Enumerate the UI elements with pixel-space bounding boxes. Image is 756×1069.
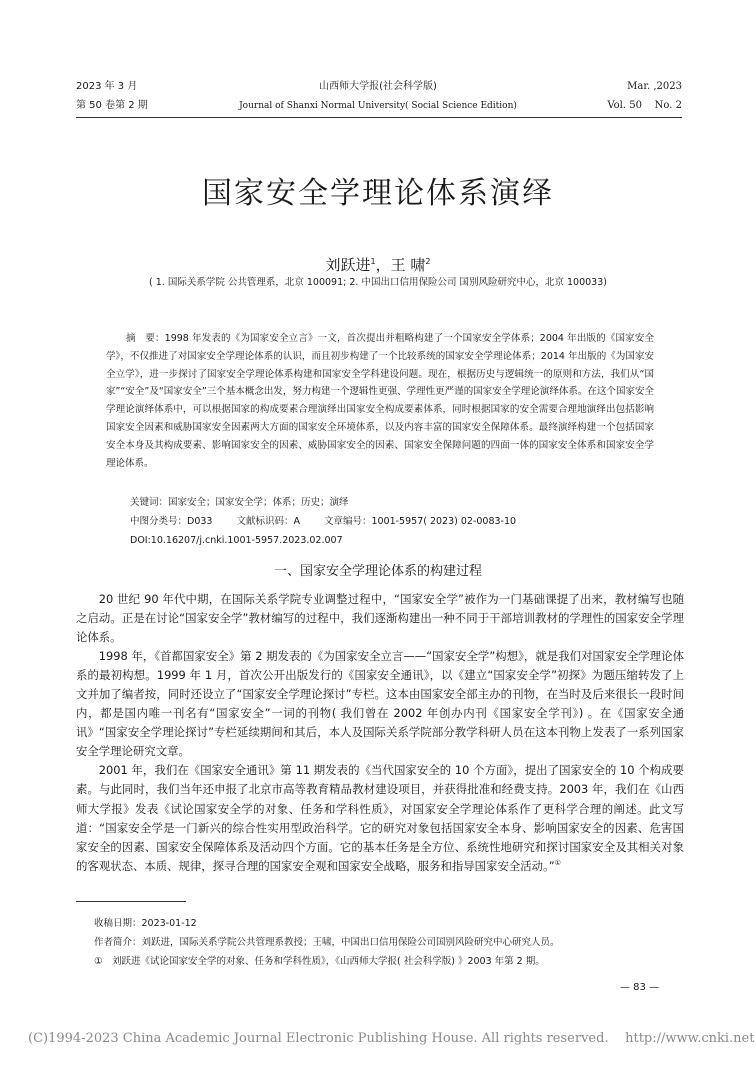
- classification-line: [130, 515, 516, 529]
- author-affiliation-mark: 2: [425, 257, 431, 266]
- header-journal-cn: 山西师大学报(社会科学版): [319, 81, 437, 92]
- footnote-marker[interactable]: ①: [554, 858, 561, 867]
- header-volume-en: Vol. 50 No. 2: [607, 100, 682, 111]
- author-name: 王 啸: [390, 256, 426, 274]
- article-number: 文章编号：1001-5957( 2023) 02-0083-10: [323, 516, 517, 527]
- author-bio: 作者简介：刘跃进，国际关系学院公共管理系教授；王啸，中国出口信用保险公司国别风险研究中心研究人员。: [94, 937, 560, 948]
- author-name: 刘跃进: [325, 256, 371, 274]
- author-line: [0, 252, 756, 275]
- header-journal-en: Journal of Shanxi Normal University( Social Science Edition): [239, 101, 517, 111]
- header-date-cn: 2023 年 3 月: [76, 81, 138, 92]
- body-paragraph: 20 世纪 90 年代中期，在国际关系学院专业调整过程中，“国家安全学”被作为一门基础课提了出来，教材编写也随之启动。正是在讨论“国家安全学”教材编写的过程中，我们逐渐构建出一种不同于干部培训教材的学理性的国家安全学理论体系。: [76, 592, 684, 645]
- header-rule: [76, 117, 682, 118]
- body-paragraph: [76, 761, 684, 875]
- footnote-reference: ① 刘跃进《试论国家安全学的对象、任务和学科性质》，《山西师大学报( 社会科学版) 》2003 年第 2 期。: [94, 956, 545, 967]
- clc-number: 中图分类号：D033: [130, 516, 213, 527]
- article-title: 国家安全学理论体系演绎: [202, 176, 554, 211]
- body-paragraph: 1998 年，《首都国家安全》第 2 期发表的《为国家安全立言——“国家安全学”构想》，就是我们对国家安全学理论体系的最初构想。1999 年 1 月，首次公开出版发行的《国家安全通讯》，以《建立“国家安全学”初探》为题压缩转发了上文并加了编者按，同时还设立了“国家安全学理论探讨”专栏。这本由国家安全部主办的刊物，在当时及后来很长一段时间内，都是国内唯一刊名有“国家安全”一词的刊物( 我们曾在 2002 年创办内刊《国家安全学刊》) 。在《国家安全通讯》“国家安全学理论探讨”专栏延续期间和其后，本人及国际关系学院部分教学科研人员在这本刊物上发表了一系列国家安全学理论研究文章。: [76, 649, 684, 759]
- body-text: [76, 590, 684, 876]
- header-volume-cn: 第 50 卷第 2 期: [76, 100, 148, 111]
- section-heading: 一、国家安全学理论体系的构建过程: [273, 564, 482, 579]
- header-date-en: Mar. ,2023: [627, 81, 682, 92]
- keywords: 关键词：国家安全；国家安全学；体系；历史；演绎: [130, 497, 349, 508]
- document-code: 文献标识码：A: [236, 516, 300, 527]
- received-date: 收稿日期：2023-01-12: [94, 918, 197, 929]
- doi-link[interactable]: DOI:10.16207/j.cnki.1001-5957.2023.02.007: [130, 535, 343, 546]
- abstract: 摘 要：1998 年发表的《为国家安全立言》一文，首次提出并粗略构建了一个国家安全学体系；2004 年出版的《国家安全学》，不仅推进了对国家安全学理论体系的认识，而且初步构建了一个比较系统的国家安全学理论体系；2014 年出版的《为国家安全立学》，进一步探讨了国家安全学理论体系构建和国家安全学科建设问题。现在，根据历史与逻辑统一的原则和方法，我们从“国家”“安全”及“国家安全”三个基本概念出发，努力构建一个逻辑性更强、学理性更严谨的国家安全学理论演绎体系。在这个国家安全学理论演绎体系中，可以根据国家的构成要素合理演绎出国家安全构成要素体系，同时根据国家的安全需要合理地演绎出包括影响国家安全因素和威胁国家安全因素两大方面的国家安全环境体系，以及内容丰富的国家安全保障体系。最终演绎构建一个包括国家安全本身及其构成要素、影响国家安全的因素、威胁国家安全的因素、国家安全保障问题的四面一体的国家安全体系和国家安全学理论体系。: [106, 333, 654, 469]
- footnote-rule: [76, 901, 186, 902]
- author-separator: ，: [375, 256, 391, 274]
- cnki-watermark: (C)1994-2023 China Academic Journal Electronic Publishing House. All rights reserved. http://www.cnki.net: [28, 1031, 755, 1046]
- page-number: — 83 —: [620, 982, 660, 993]
- affiliation-line: ( 1. 国际关系学院 公共管理系，北京 100091; 2. 中国出口信用保险公司 国别风险研究中心，北京 100033): [149, 277, 607, 288]
- author-affiliation-mark: 1: [370, 257, 376, 266]
- body-paragraph-text: 2001 年，我们在《国家安全通讯》第 11 期发表的《当代国家安全的 10 个方面》，提出了国家安全的 10 个构成要素。与此同时，我们当年还申报了北京市高等教育精品教材建设项目，并获得批准和经费支持。2003 年，我们在《山西师大学报》发表《试论国家安全学的对象、任务和学科性质》，对国家安全学理论体系作了更科学合理的阐述。此文写道：“国家安全学是一门新兴的综合性实用型政治科学。它的研究对象包括国家安全本身、影响国家安全的因素、危害国家安全的因素、国家安全保障体系及活动四个方面。它的基本任务是全方位、系统性地研究和探讨国家安全及其相关对象的客观状态、本质、规律，探寻合理的国家安全观和国家安全战略，服务和指导国家安全活动。”: [76, 763, 684, 873]
